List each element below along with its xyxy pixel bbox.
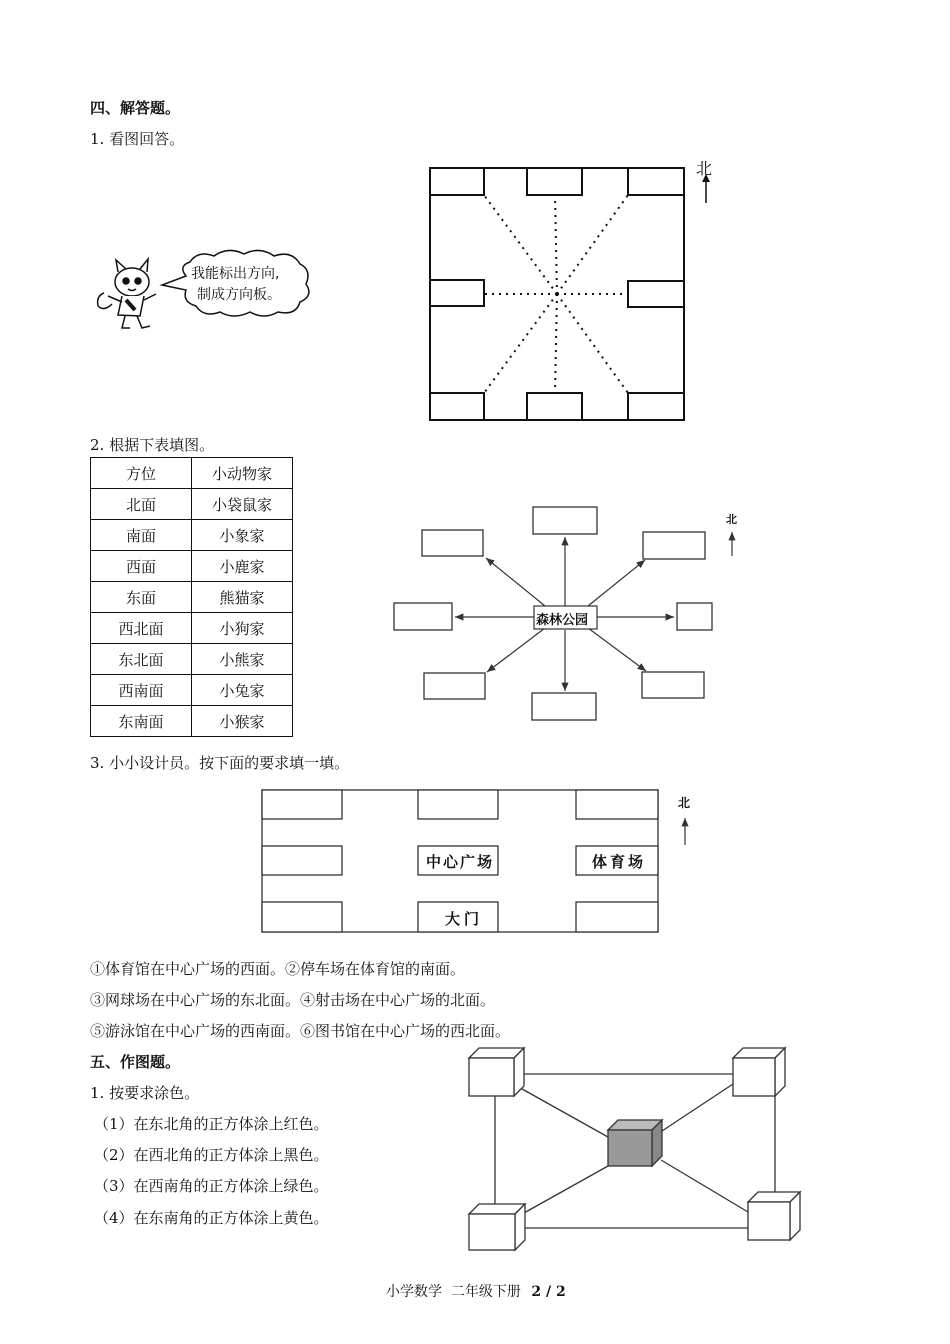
section5-question-1-label: 1. 按要求涂色。 [90, 1084, 200, 1102]
table-header-cell: 小动物家 [192, 458, 293, 489]
table-cell: 小袋鼠家 [192, 489, 293, 520]
question-1-label: 1. 看图回答。 [90, 130, 185, 148]
requirement-line: ⑤游泳馆在中心广场的西南面。⑥图书馆在中心广场的西北面。 [90, 1022, 511, 1040]
table-cell: 北面 [91, 489, 192, 520]
coloring-instruction: （2）在西北角的正方体涂上黑色。 [94, 1146, 329, 1164]
table-cell: 小象家 [192, 520, 293, 551]
requirement-line: ①体育馆在中心广场的西面。②停车场在体育馆的南面。 [90, 960, 466, 978]
table-cell: 小鹿家 [192, 551, 293, 582]
requirement-line: ③网球场在中心广场的东北面。④射击场在中心广场的北面。 [90, 991, 496, 1009]
table-cell: 小熊家 [192, 644, 293, 675]
bubble-text-line2: 制成方向板。 [197, 287, 281, 303]
coloring-instruction: （3）在西南角的正方体涂上绿色。 [94, 1177, 329, 1195]
question-3-label: 3. 小小设计员。按下面的要求填一填。 [90, 754, 350, 772]
footer-text: 小学数学 二年级下册 [386, 1284, 521, 1300]
gate-label: 大门 [445, 910, 484, 928]
center-plaza-label: 中心广场 [426, 853, 495, 871]
table-cell: 小狗家 [192, 613, 293, 644]
north-label-q3: 北 [678, 796, 691, 810]
north-label-q2: 北 [726, 513, 737, 526]
forest-park-label: 森林公园 [536, 613, 589, 628]
table-cell: 东面 [91, 582, 192, 613]
question-2-label: 2. 根据下表填图。 [90, 436, 215, 454]
north-label-q1: 北 [696, 159, 713, 178]
table-cell: 小兔家 [192, 675, 293, 706]
table-cell: 小猴家 [192, 706, 293, 737]
page-number: 2 / 2 [531, 1284, 566, 1300]
footer [386, 1281, 566, 1301]
table-cell: 东北面 [91, 644, 192, 675]
table-cell: 西面 [91, 551, 192, 582]
table-cell: 南面 [91, 520, 192, 551]
table-header-cell: 方位 [91, 458, 192, 489]
coloring-instruction: （1）在东北角的正方体涂上红色。 [94, 1115, 329, 1133]
section-heading-5: 五、作图题。 [90, 1053, 181, 1071]
table-cell: 东南面 [91, 706, 192, 737]
table-cell: 西南面 [91, 675, 192, 706]
coloring-instruction: （4）在东南角的正方体涂上黄色。 [94, 1209, 329, 1227]
table-cell: 熊猫家 [192, 582, 293, 613]
table-cell: 西北面 [91, 613, 192, 644]
bubble-text-line1: 我能标出方向, [191, 266, 280, 282]
stadium-label: 体育场 [592, 853, 647, 871]
section-heading-4: 四、解答题。 [90, 99, 181, 117]
